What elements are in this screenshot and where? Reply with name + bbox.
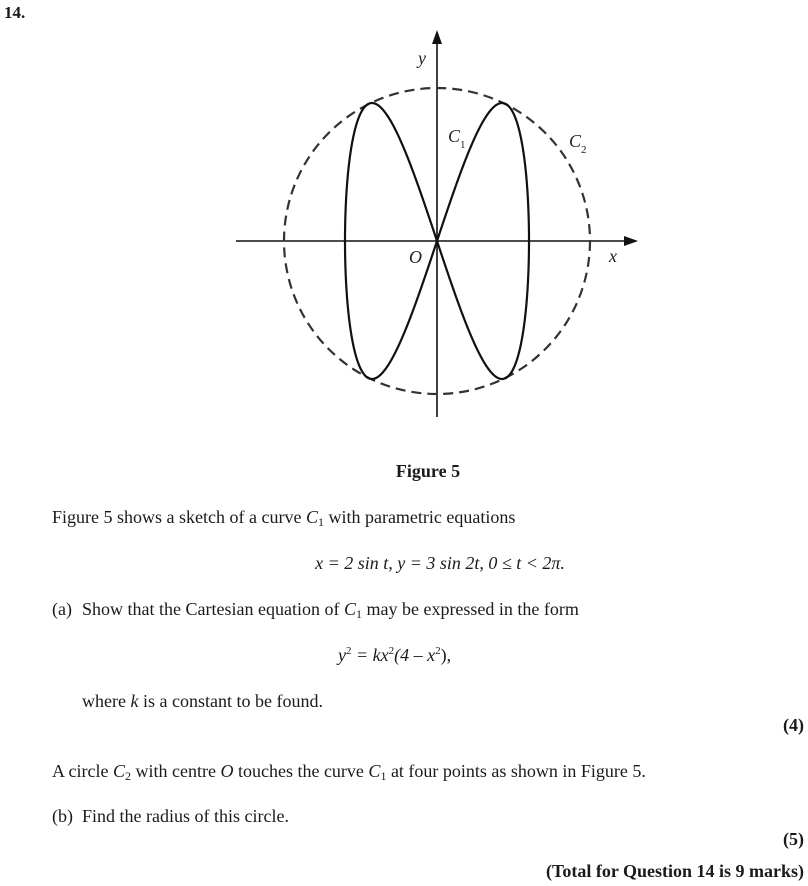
part-a-text: Show that the Cartesian equation of C1 may be expressed in the form (82, 599, 579, 621)
question-number: 14. (4, 3, 26, 22)
marks-part-a: (4) (783, 715, 804, 735)
part-b-label: (b) (52, 806, 73, 826)
c1-label: $C_1$ (448, 126, 466, 151)
c2-label: $C_2$ (569, 131, 587, 156)
origin-label: O (409, 247, 422, 267)
marks-part-b: (5) (783, 829, 804, 849)
total-marks: (Total for Question 14 is 9 marks) (545, 861, 804, 881)
circle-text: A circle C2 with centre O touches the curve C1 at four points as shown in Figure 5. (52, 761, 646, 783)
y-axis-label: y (418, 48, 426, 68)
x-axis-arrow (624, 236, 638, 246)
part-b-text: Find the radius of this circle. (82, 806, 289, 826)
figure-caption: Figure 5 (395, 461, 461, 481)
cartesian-equation: $y^2 = kx^2(4 - x^2)$, (338, 645, 452, 665)
part-a-label: (a) (52, 599, 72, 619)
x-axis-label: x (609, 246, 617, 266)
intro-text: Figure 5 shows a sketch of a curve C1 with parametric equations (52, 507, 516, 529)
figure-5 (228, 22, 648, 422)
where-k-text: where k is a constant to be found. (82, 691, 323, 711)
parametric-equations: x = 2 sin t, y = 3 sin 2t, 0 ≤ t < 2π. (315, 553, 565, 573)
y-axis-arrow (432, 30, 442, 44)
